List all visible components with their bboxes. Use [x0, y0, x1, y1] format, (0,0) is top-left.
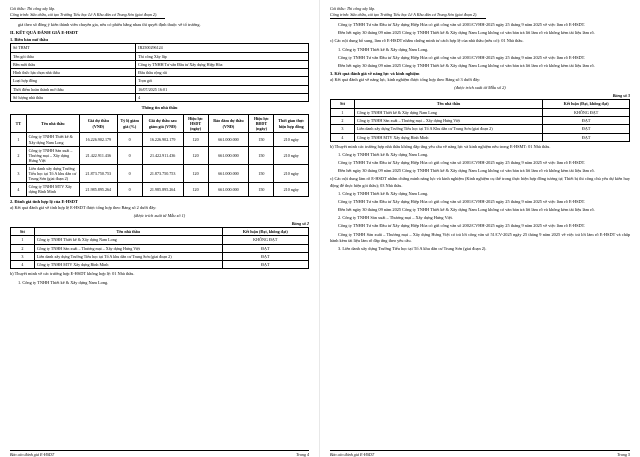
- cell-duration: 210 ngày: [274, 183, 309, 196]
- cell-validity: 120: [183, 133, 208, 146]
- header-line-2: Công trình: Sửa chữa, cải tạo Trường Tiểu học Lê A Khu dân cư Trung Sơn (giai đoạn 2).: [330, 11, 478, 17]
- cell-stt: 2: [11, 244, 35, 252]
- table-row: [11, 52, 309, 60]
- cell-validity: 120: [183, 183, 208, 196]
- para-a: a) Kết quả đánh giá về tính hợp lệ E-HSDT được tổng hợp theo Bảng số 2 dưới đây:: [10, 204, 157, 210]
- table-row: [11, 44, 309, 52]
- cell-name: Công ty TNHH Thiết kế & Xây dựng Nam Long: [26, 133, 79, 146]
- table-row: [11, 60, 309, 68]
- para-10: Công ty TNHH Tư vấn Đầu tư Xây dựng Hiệp Hòa có gửi công văn số 2001/CVHH-2025 ngày 25 tháng 9 năm 2025 về việc làm rõ E-HSDT.: [338, 160, 586, 166]
- eligibility-result-table: [10, 227, 309, 270]
- cell-discount: 0: [117, 146, 142, 164]
- table-row: [11, 183, 309, 196]
- cell-conclusion: KHÔNG ĐẠT: [222, 236, 308, 244]
- intro-paragraph: giá theo số đồng ý kiến thành viên chuyên gia, nêu có phiếu bằng nhau thì quyết định thuộc về tổ trưởng.: [18, 22, 201, 28]
- col-price-after: Giá dự thầu sau giảm giá (VNĐ): [142, 114, 183, 133]
- cell-guarantee: 661.000.000: [208, 146, 249, 164]
- cell-name: Công ty TNHH Sản xuất – Thương mại – Xây dựng Hưng Việt: [26, 146, 79, 164]
- cell-guarantee-validity: 150: [249, 146, 274, 164]
- section-title-ii: II. KẾT QUẢ ĐÁNH GIÁ E-HSDT: [10, 30, 79, 36]
- cell-stt: 4: [11, 261, 35, 269]
- cell-conclusion: ĐẠT: [543, 116, 630, 124]
- info-key: Tên gói thầu: [11, 52, 136, 60]
- para-16: 2. Công ty TNHH Sản xuất – Thương mại – Xây dựng Hưng Việt.: [338, 215, 453, 221]
- para-11: Đến hết ngày 30 tháng 09 năm 2025 Công ty TNHH Thiết kế & Xây dựng Nam Long không có văn bản trả lời làm rõ và không kèm tài liệu làm rõ.: [338, 168, 595, 174]
- info-value: 4: [136, 94, 309, 102]
- info-key: Số TBMT: [11, 44, 136, 52]
- cell-guarantee-validity: 150: [249, 133, 274, 146]
- table-row: [331, 133, 630, 141]
- cell-tt: 3: [11, 165, 27, 183]
- cell-stt: 1: [331, 108, 355, 116]
- cell-conclusion: ĐẠT: [222, 261, 308, 269]
- page-5: [320, 0, 640, 457]
- header-line-2: Công trình: Sửa chữa, cải tạo Trường Tiểu học Lê A Khu dân cư Trung Sơn (giai đoạn 2).: [10, 11, 158, 17]
- cell-tt: 1: [11, 133, 27, 146]
- cell-duration: 210 ngày: [274, 165, 309, 183]
- header-rule: [10, 18, 165, 19]
- table-row: [11, 236, 309, 244]
- para-b-item-1: 1. Công ty TNHH Thiết kế & Xây dựng Nam Long.: [18, 279, 109, 285]
- col-tt: TT: [11, 114, 27, 133]
- table2-caption: Bảng số 2: [291, 220, 309, 226]
- cell-bidder-name: Liên danh xây dựng Trường Tiểu học tại Tổ A Khu dân cư Trung Sơn (giai đoạn 2): [354, 125, 542, 133]
- para-5: Công ty TNHH Tư vấn Đầu tư Xây dựng Hiệp Hòa có gửi công văn số 2001/CVHH-2025 ngày 25 tháng 9 năm 2025 về việc làm rõ E-HSDT.: [338, 54, 586, 60]
- col-conclusion: Kết luận (Đạt, không đạt): [543, 100, 630, 108]
- para-1: Công ty TNHH Tư vấn Đầu tư Xây dựng Hiệp Hòa có gửi công văn số 2001/CVHH-2025 ngày 25 tháng 9 năm 2025 về việc làm rõ E-HSDT.: [338, 22, 586, 28]
- col-conclusion: Kết luận (Đạt, không đạt): [222, 227, 308, 235]
- header-line-1: Gói thầu: Thi công xây lắp.: [10, 6, 56, 11]
- info-key: Hình thức lựa chọn nhà thầu: [11, 69, 136, 77]
- cell-discount: 0: [117, 183, 142, 196]
- footer-left: Báo cáo đánh giá E-HSDT: [10, 452, 55, 457]
- bidders-table: [10, 114, 309, 197]
- cell-tt: 4: [11, 183, 27, 196]
- subsection-3-title: 3. Kết quả đánh giá về năng lực và kinh nghiệm: [330, 70, 420, 76]
- cell-guarantee: 661.000.000: [208, 165, 249, 183]
- cell-guarantee-validity: 150: [249, 165, 274, 183]
- cell-price: 21.422.911.436: [80, 146, 118, 164]
- col-stt: Stt: [11, 227, 35, 235]
- cell-stt: 3: [331, 125, 355, 133]
- cell-price-after: 21.985.895.264: [142, 183, 183, 196]
- cell-bidder-name: Liên danh xây dựng Trường Tiểu học tại Tổ A khu dân cư Trung Sơn (giai đoạn 2): [34, 252, 222, 260]
- col-stt: Stt: [331, 100, 355, 108]
- para-14: Công ty TNHH Tư vấn Đầu tư Xây dựng Hiệp Hòa có gửi công văn số 2001/CVHH-2025 ngày 25 tháng 9 năm 2025 về việc làm rõ E-HSDT.: [338, 198, 586, 204]
- cell-guarantee: 661.000.000: [208, 183, 249, 196]
- cell-conclusion: ĐẠT: [222, 244, 308, 252]
- info-value: Trọn gói: [136, 77, 309, 85]
- info-key: Loại hợp đồng: [11, 77, 136, 85]
- cell-stt: 1: [11, 236, 35, 244]
- para-6: Đến hết ngày 30 tháng 09 năm 2025 Công ty TNHH Thiết kế & Xây dựng Nam Long không có văn bản trả lời làm rõ và không kèm tài liệu làm rõ.: [338, 62, 595, 68]
- cell-stt: 3: [11, 252, 35, 260]
- table-row: [11, 261, 309, 269]
- table-row: [11, 94, 309, 102]
- page-5-footer: [330, 450, 630, 457]
- para-7: a) Kết quả đánh giá về năng lực, kinh nghiệm được tổng hợp theo Bảng số 3 dưới đây:: [330, 76, 481, 82]
- table-header-row: [331, 100, 630, 108]
- table-row: [11, 146, 309, 164]
- table-row: [11, 77, 309, 85]
- cell-validity: 120: [183, 146, 208, 164]
- page-4-body: [10, 22, 309, 446]
- para-15: Đến hết ngày 30 tháng 09 năm 2025 Công ty TNHH Thiết kế & Xây dựng Nam Long không có văn bản trả lời làm rõ và không kèm tài liệu làm rõ.: [338, 207, 595, 213]
- cell-guarantee: 661.000.000: [208, 133, 249, 146]
- cell-stt: 2: [331, 116, 355, 124]
- table-header-row: [11, 114, 309, 133]
- col-bidder-name: Tên nhà thầu: [354, 100, 542, 108]
- para-9: 1. Công ty TNHH Thiết kế & Xây dựng Nam Long.: [338, 152, 429, 157]
- col-validity: Hiệu lực HSDT (ngày): [183, 114, 208, 133]
- cell-conclusion: ĐẠT: [543, 125, 630, 133]
- table-row: [11, 244, 309, 252]
- para-8: b) Thuyết minh các trường hợp nhà thầu không đáp ứng yêu cầu về năng lực và kinh nghiệm nêu trong E-HSMT: 01 Nhà thầu.: [330, 143, 551, 149]
- cell-duration: 210 ngày: [274, 133, 309, 146]
- cell-discount: 0: [117, 165, 142, 183]
- page-5-body: [330, 22, 630, 446]
- col-duration: Thời gian thực hiện hợp đồng: [274, 114, 309, 133]
- table-row: [11, 85, 309, 93]
- info-key: Thời điểm hoàn thành mở thầu: [11, 85, 136, 93]
- cell-price-after: 21.422.911.436: [142, 146, 183, 164]
- info-key: Số lượng nhà thầu: [11, 94, 136, 102]
- table-row: [331, 125, 630, 133]
- col-bidder-name: Tên nhà thầu: [34, 227, 222, 235]
- para-b: b) Thuyết minh về các trường hợp E-HSDT không hợp lệ: 01 Nhà thầu.: [10, 271, 135, 277]
- table-header-row: [11, 227, 309, 235]
- cell-price-after: 16.226.902.179: [142, 133, 183, 146]
- col-guarantee: Bảo đảm dự thầu (VNĐ): [208, 114, 249, 133]
- table-row: [11, 165, 309, 183]
- info-value: Thi công Xây lắp: [136, 52, 309, 60]
- para-13: 1. Công ty TNHH Thiết kế & Xây dựng Nam Long.: [338, 190, 429, 196]
- para-17: Công ty TNHH Tư vấn Đầu tư Xây dựng Hiệp Hòa có gửi công văn số 2002/CVHH-2025 ngày 25 tháng 9 năm 2025 về việc làm rõ E-HSDT.: [338, 223, 586, 229]
- cell-duration: 210 ngày: [274, 146, 309, 164]
- table-row: [331, 108, 630, 116]
- col-guarantee-validity: Hiệu lực BĐDT (ngày): [249, 114, 274, 133]
- cell-bidder-name: Công ty TNHH MTV Xây dựng Bình Minh: [34, 261, 222, 269]
- cell-name: Liên danh xây dựng Trường Tiểu học tại Tổ A khu dân cư Trung Sơn (giai đoạn 2): [26, 165, 79, 183]
- info-key: Bên mời thầu: [11, 60, 136, 68]
- bidders-table-caption: Thông tin nhà thầu: [141, 105, 178, 111]
- page-header: [330, 6, 630, 17]
- footer-right: Trang 4: [296, 452, 309, 457]
- cell-bidder-name: Công ty TNHH MTV Xây dựng Bình Minh: [354, 133, 542, 141]
- cell-price-after: 21.873.750.753: [142, 165, 183, 183]
- cell-guarantee-validity: 150: [249, 183, 274, 196]
- cell-price: 21.985.895.264: [80, 183, 118, 196]
- cell-tt: 2: [11, 146, 27, 164]
- cell-bidder-name: Công ty TNHH Sản xuất – Thương mại – Xây dựng Hưng Việt: [354, 116, 542, 124]
- para-3: c) Các nội dung bổ sung, làm rõ E-HSDT nhằm chứng minh tư cách hợp lệ của nhà thầu (nếu có): 01 Nhà thầu.: [330, 38, 524, 44]
- cell-price: 16.226.902.179: [80, 133, 118, 146]
- para-a-note: (được trích xuất từ Mẫu số 1): [133, 212, 186, 218]
- header-line-1: Gói thầu: Thi công xây lắp.: [330, 6, 376, 11]
- bid-opening-info-table: [10, 43, 309, 102]
- para-2: Đến hết ngày 30 tháng 09 năm 2025 Công ty TNHH Thiết kế & Xây dựng Nam Long không có văn bản trả lời làm rõ và không kèm tài liệu làm rõ.: [338, 30, 595, 36]
- para-7-note: (được trích xuất từ Mẫu số 2): [454, 85, 506, 91]
- info-value: Công ty TNHH Tư vấn Đầu tư Xây dựng Hiệp Hòa: [136, 60, 309, 68]
- subsection-2-title: 2. Đánh giá tính hợp lệ của E-HSDT: [10, 198, 78, 204]
- col-discount: Tỷ lệ giảm giá (%): [117, 114, 142, 133]
- table-row: [11, 69, 309, 77]
- cell-bidder-name: Công ty TNHH Thiết kế & Xây dựng Nam Long: [354, 108, 542, 116]
- col-name: Tên nhà thầu: [26, 114, 79, 133]
- para-4: 1. Công ty TNHH Thiết kế & Xây dựng Nam Long.: [338, 46, 429, 52]
- para-18: Công ty TNHH Sản xuất – Thương mại – Xây dựng Hưng Việt có trả lời công văn số 51/CV-2025 ngày 25 tháng 9 năm 2025 về việc trả lời làm rõ E-HSDT và chấp hành kèm tài liệu làm rõ đáp ứng theo yêu cầu.: [330, 231, 630, 243]
- table-row: [11, 252, 309, 260]
- footer-left: Báo cáo đánh giá E-HSDT: [330, 452, 375, 457]
- table-row: [331, 116, 630, 124]
- col-price: Giá dự thầu (VNĐ): [80, 114, 118, 133]
- footer-right: Trang 5: [617, 452, 630, 457]
- cell-conclusion: ĐẠT: [543, 133, 630, 141]
- info-value: IB2500296124: [136, 44, 309, 52]
- table-row: [11, 133, 309, 146]
- subsection-1-title: 1. Biên bản mở thầu: [10, 37, 48, 43]
- page-4-footer: [10, 450, 309, 457]
- cell-conclusion: KHÔNG ĐẠT: [543, 108, 630, 116]
- cell-price: 21.873.750.753: [80, 165, 118, 183]
- info-value: Đấu thầu rộng rãi: [136, 69, 309, 77]
- cell-bidder-name: Công ty TNHH Thiết kế & Xây dựng Nam Long: [34, 236, 222, 244]
- para-12: c) Các nội dung làm rõ E-HSDT nhằm chứng minh năng lực và kinh nghiệm (Kinh nghiệm cụ thể trong thực hiện hợp đồng tương tự; Thiết bị thi công chủ yếu dự kiến huy động để thực hiện gói thầu); 03 Nhà thầu.: [330, 176, 630, 188]
- capacity-result-table: [330, 99, 630, 142]
- table3-caption: Bảng số 3: [612, 93, 630, 99]
- cell-stt: 4: [331, 133, 355, 141]
- header-rule: [330, 18, 486, 19]
- cell-bidder-name: Công ty TNHH Sản xuất – Thương mại – Xây dựng Hưng Việt: [34, 244, 222, 252]
- para-19: 3. Liên danh xây dựng Trường Tiểu học tại Tổ A khu dân cư Trung Sơn (giai đoạn 2).: [338, 245, 487, 251]
- cell-discount: 0: [117, 133, 142, 146]
- page-header: [10, 6, 309, 17]
- cell-name: Công ty TNHH MTV Xây dựng Bình Minh: [26, 183, 79, 196]
- cell-validity: 120: [183, 165, 208, 183]
- cell-conclusion: ĐẠT: [222, 252, 308, 260]
- info-value: 16/07/2025 16:01: [136, 85, 309, 93]
